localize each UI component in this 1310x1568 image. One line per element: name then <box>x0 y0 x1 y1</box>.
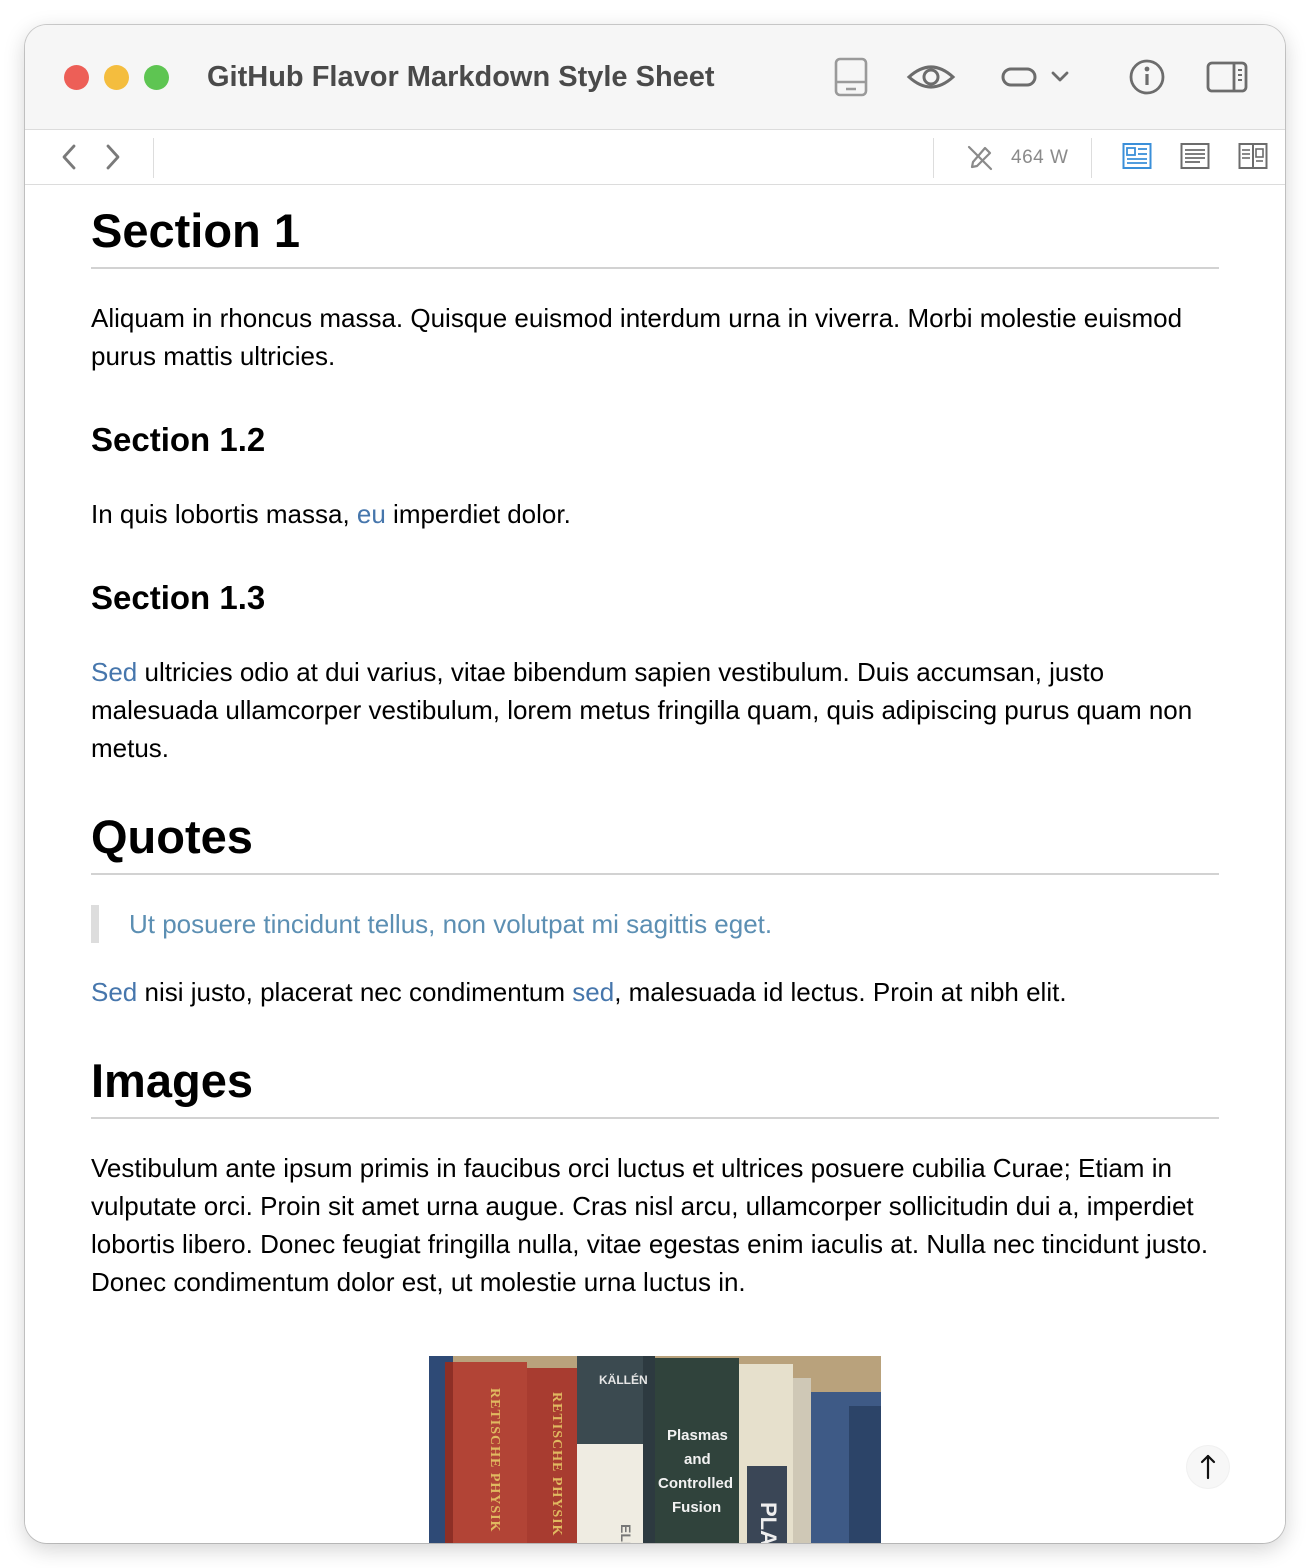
spine-text: KÄLLÉN <box>599 1373 648 1387</box>
spine-text: Controlled <box>658 1475 733 1492</box>
spine-text: ELE <box>618 1524 634 1552</box>
paragraph-text: In quis lobortis massa, <box>91 499 357 529</box>
paragraph-section-1-2 <box>91 495 1219 533</box>
layout-preview-icon[interactable] <box>1122 142 1152 170</box>
title-bar <box>25 25 1285 130</box>
paragraph-section-1-3 <box>91 653 1219 767</box>
link-sed[interactable]: Sed <box>91 657 138 687</box>
spine-text: and <box>684 1451 711 1468</box>
split-view-icon[interactable] <box>1238 142 1268 170</box>
dropper-slash-icon[interactable] <box>965 143 995 173</box>
spine-text: Plasmas <box>667 1427 728 1444</box>
document-preview[interactable] <box>25 185 1285 1552</box>
spine-text: RETISCHE PHYSIK <box>487 1388 502 1533</box>
heading-images: Images <box>91 1054 253 1107</box>
blockquote: Ut posuere tincidunt tellus, non volutpat mi sagittis eget. <box>129 909 773 939</box>
toolbar-divider <box>933 138 934 178</box>
paragraph-text: imperdiet dolor. <box>385 499 571 529</box>
capsule-icon[interactable] <box>999 53 1045 101</box>
paragraph-text: ultricies odio at dui varius, vitae bibendum sapien vestibulum. Duis accumsan, justo malesuada ullamcorper vestibulum, lorem metus fringilla quam, quis adipiscing purus quam non metus. <box>91 657 1193 763</box>
toolbar-divider <box>153 138 154 178</box>
heading-rule <box>91 1117 1219 1119</box>
spine-text: PLA <box>756 1502 781 1546</box>
paragraph-text: , malesuada id lectus. Proin at nibh elit. <box>614 977 1067 1007</box>
paragraph-quotes <box>91 973 1219 1011</box>
word-count[interactable]: 464 W <box>1011 147 1069 168</box>
heading-section-1-2: Section 1.2 <box>91 421 266 458</box>
books-image <box>429 1356 881 1552</box>
paragraph-images: Vestibulum ante ipsum primis in faucibus orci luctus et ultrices posuere cubilia Curae; Etiam in vulputate orci. Proin sit amet urna augue. Cras nisl arcu, ullamcorper sollicitudin dui a, imperdiet lobortis libero. Donec feugiat fringilla nulla, vitae egestas enim iaculis at. Nulla nec tincidunt justo. Donec condimentum dolor est, ut molestie urna luctus in. <box>91 1153 1209 1297</box>
close-window-button[interactable] <box>64 65 89 90</box>
chevron-down-icon[interactable] <box>1047 53 1073 101</box>
link-sed-inline[interactable]: sed <box>572 977 615 1007</box>
link-sed[interactable]: Sed <box>91 977 138 1007</box>
toolbar-divider <box>1091 138 1092 178</box>
heading-section-1: Section 1 <box>91 204 300 257</box>
spine-text: RETISCHE PHYSIK <box>549 1392 564 1537</box>
spine-text: Fusion <box>672 1499 722 1516</box>
eye-icon[interactable] <box>905 53 957 101</box>
app-window <box>25 25 1285 1552</box>
window-title: GitHub Flavor Markdown Style Sheet <box>207 61 715 93</box>
zoom-window-button[interactable] <box>144 65 169 90</box>
blockquote-bar <box>91 905 99 943</box>
chevron-left-icon[interactable] <box>55 142 85 172</box>
chevron-right-icon[interactable] <box>97 142 127 172</box>
scroll-to-top-button[interactable] <box>1187 1446 1229 1488</box>
sidebar-icon[interactable] <box>1203 53 1251 101</box>
heading-rule <box>91 267 1219 269</box>
heading-quotes: Quotes <box>91 810 253 863</box>
paragraph-text: nisi justo, placerat nec condimentum <box>137 977 573 1007</box>
heading-rule <box>91 873 1219 875</box>
info-icon[interactable] <box>1123 53 1171 101</box>
heading-section-1-3: Section 1.3 <box>91 579 266 616</box>
text-lines-icon[interactable] <box>1180 142 1210 170</box>
editor-toolbar <box>25 130 1285 185</box>
minimize-window-button[interactable] <box>104 65 129 90</box>
link-eu[interactable]: eu <box>356 499 386 529</box>
paragraph-section-1: Aliquam in rhoncus massa. Quisque euismod interdum urna in viverra. Morbi molestie euismod purus mattis ultricies. <box>91 303 1183 371</box>
device-preview-icon[interactable] <box>825 53 877 101</box>
arrow-up-icon <box>1187 1446 1229 1488</box>
